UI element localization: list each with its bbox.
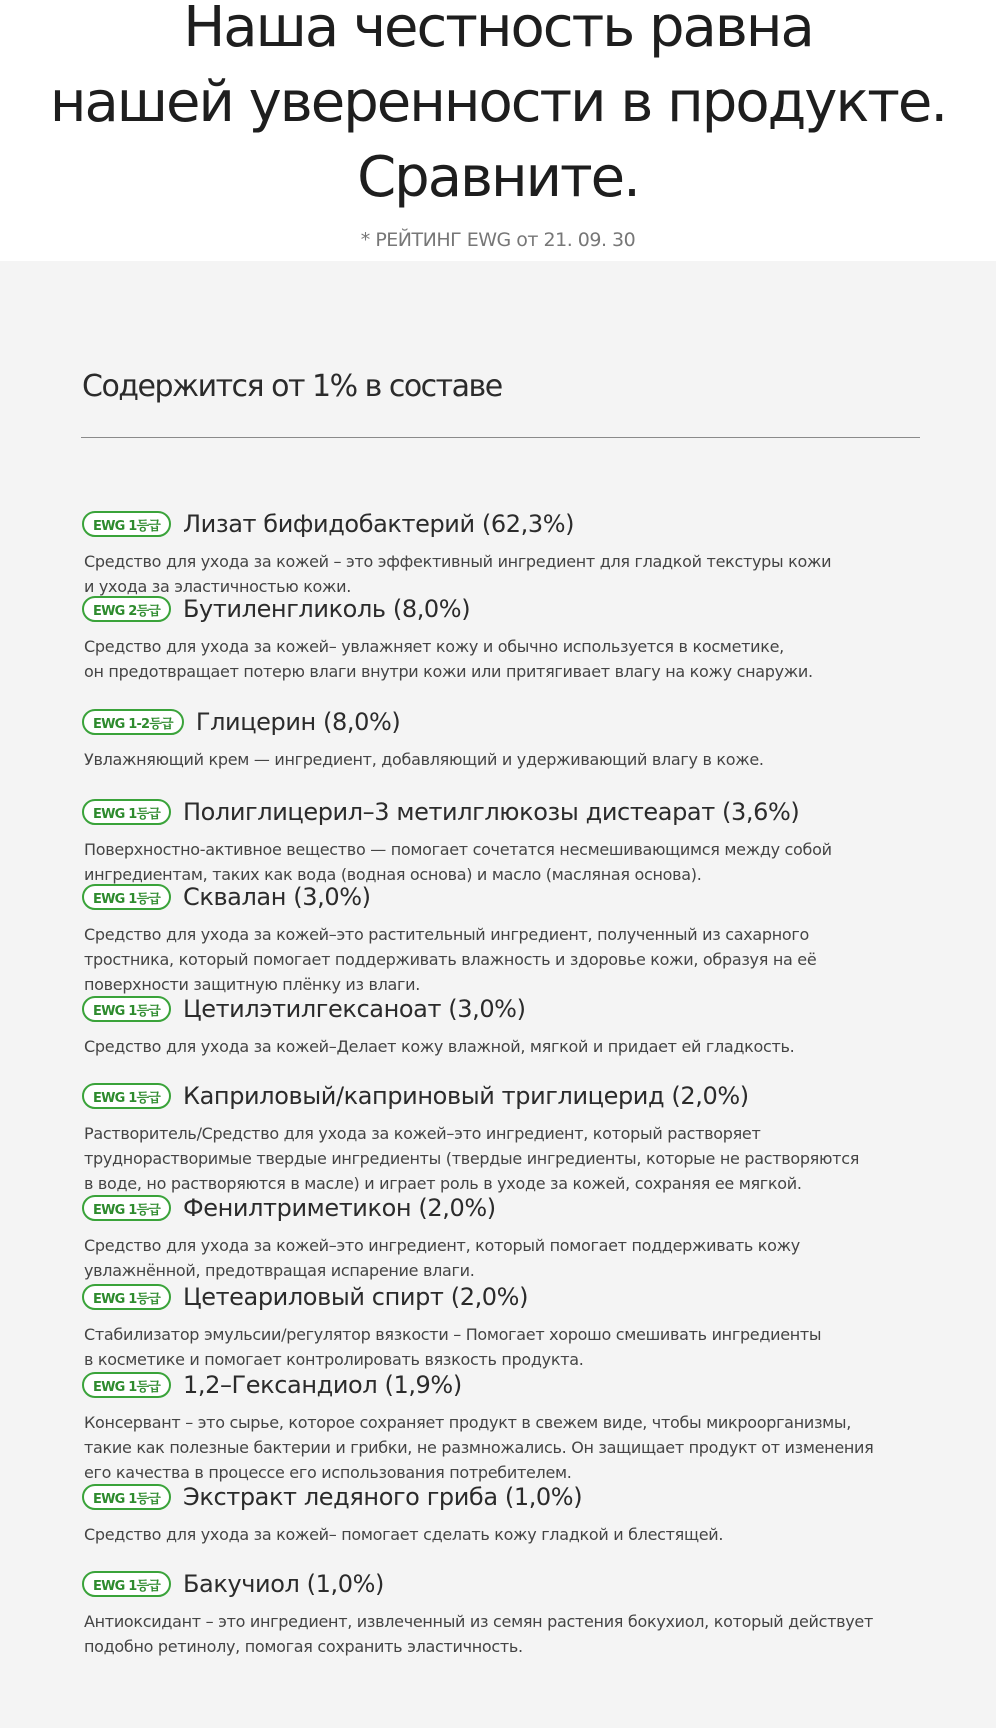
ingredient-description [84, 1322, 922, 1372]
ingredient-header [82, 795, 922, 829]
ingredient-description-line: увлажнённой, предотвращая испарение влаги. [84, 1261, 475, 1280]
ingredient-header [82, 992, 922, 1026]
ingredient-item [82, 1191, 922, 1283]
ingredient-item [82, 1567, 922, 1659]
ingredient-item [82, 592, 922, 684]
ewg-grade-badge: EWG 1등급 [82, 799, 171, 825]
ingredient-header [82, 1280, 922, 1314]
ingredient-header [82, 1480, 922, 1514]
ingredient-name: Бутиленгликоль (8,0%) [182, 595, 471, 623]
ingredient-description-line: его качества в процессе его использования потребителем. [84, 1463, 572, 1482]
section-divider [81, 437, 920, 438]
ingredient-description-line: тростника, который помогает поддерживать влажность и здоровье кожи, образуя на её [84, 950, 817, 969]
ingredient-item [82, 795, 922, 887]
hero-section [0, 0, 996, 261]
ingredient-item [82, 880, 922, 997]
ingredient-header [82, 1191, 922, 1225]
ewg-grade-badge: EWG 1등급 [82, 996, 171, 1022]
ingredient-description-line: ингредиентам, таких как вода (водная основа) и масло (масляная основа). [84, 865, 702, 884]
ingredient-description-line: в косметике и помогает контролировать вязкость продукта. [84, 1350, 584, 1369]
ingredient-name: Полиглицерил–3 метилглюкозы дистеарат (3,6%) [182, 798, 800, 826]
ewg-grade-badge: EWG 1등급 [82, 1484, 171, 1510]
ingredient-description-line: подобно ретинолу, помогая сохранить эластичность. [84, 1637, 523, 1656]
ewg-grade-badge: EWG 1등급 [82, 1284, 171, 1310]
ewg-grade-badge: EWG 1등급 [82, 1195, 171, 1221]
ingredient-description-line: Средство для ухода за кожей– помогает сделать кожу гладкой и блестящей. [84, 1525, 724, 1544]
ingredient-header [82, 880, 922, 914]
ingredient-name: Сквалан (3,0%) [182, 883, 371, 911]
ingredient-header [82, 1368, 922, 1402]
ingredient-description-line: Средство для ухода за кожей–это ингредиент, который помогает поддерживать кожу [84, 1236, 800, 1255]
ingredient-header [82, 592, 922, 626]
ingredient-item [82, 992, 922, 1059]
ewg-grade-badge: EWG 1등급 [82, 884, 171, 910]
hero-title-line: Наша честность равна [183, 0, 813, 60]
ewg-grade-badge: EWG 1등급 [82, 1083, 171, 1109]
ingredient-description [84, 1121, 922, 1196]
hero-title-line: нашей уверенности в продукте. [49, 70, 947, 135]
ingredient-item [82, 1368, 922, 1485]
ingredient-header [82, 705, 922, 739]
ingredient-name: Глицерин (8,0%) [195, 708, 401, 736]
ingredient-description-line: он предотвращает потерю влаги внутри кожи или притягивает влагу на кожу снаружи. [84, 662, 813, 681]
ingredient-description [84, 1233, 922, 1283]
ingredient-description [84, 1609, 922, 1659]
ingredient-header [82, 1567, 922, 1601]
ingredient-description-line: Антиоксидант – это ингредиент, извлеченный из семян растения бокухиол, который действует [84, 1612, 873, 1631]
ingredient-name: Цетилэтилгексаноат (3,0%) [182, 995, 526, 1023]
ingredient-description-line: Консервант – это сырье, которое сохраняет продукт в свежем виде, чтобы микроорганизмы, [84, 1413, 852, 1432]
ewg-grade-badge: EWG 2등급 [82, 596, 171, 622]
ewg-grade-badge: EWG 1-2등급 [82, 709, 184, 735]
ingredient-item [82, 1079, 922, 1196]
ingredient-description-line: поверхности защитную плёнку из влаги. [84, 975, 421, 994]
hero-title [0, 0, 996, 215]
hero-title-line: Сравните. [357, 145, 639, 210]
ingredient-item [82, 1480, 922, 1547]
ingredient-description-line: Средство для ухода за кожей–это растительный ингредиент, полученный из сахарного [84, 925, 809, 944]
ingredient-name: Цетеариловый спирт (2,0%) [182, 1283, 529, 1311]
ingredient-description-line: Средство для ухода за кожей– увлажняет кожу и обычно используется в косметике, [84, 637, 784, 656]
ingredient-name: Лизат бифидобактерий (62,3%) [182, 510, 575, 538]
ingredient-description-line: Средство для ухода за кожей – это эффективный ингредиент для гладкой текстуры кожи [84, 552, 832, 571]
ingredient-name: 1,2–Гександиол (1,9%) [182, 1371, 462, 1399]
ingredient-description-line: Увлажняющий крем — ингредиент, добавляющий и удерживающий влагу в коже. [84, 750, 764, 769]
ingredient-name: Бакучиол (1,0%) [182, 1570, 384, 1598]
ingredient-description-line: и ухода за эластичностью кожи. [84, 577, 352, 596]
ewg-rating-note: * РЕЙТИНГ EWG от 21. 09. 30 [360, 229, 636, 251]
ingredient-name: Фенилтриметикон (2,0%) [182, 1194, 496, 1222]
ingredient-header [82, 1079, 922, 1113]
ingredient-description [84, 634, 922, 684]
ewg-grade-badge: EWG 1등급 [82, 1372, 171, 1398]
ingredient-name: Каприловый/каприновый триглицерид (2,0%) [182, 1082, 749, 1110]
ingredient-description [84, 922, 922, 997]
ewg-grade-badge: EWG 1등급 [82, 1571, 171, 1597]
ingredient-description-line: Поверхностно-активное вещество — помогает сочетатся несмешивающимся между собой [84, 840, 832, 859]
ingredient-description-line: такие как полезные бактерии и грибки, не размножались. Он защищает продукт от изменения [84, 1438, 874, 1457]
ingredient-item [82, 1280, 922, 1372]
ingredient-description-line: в воде, но растворяются в масле) и играет роль в уходе за кожей, сохраняя ее мягкой. [84, 1174, 802, 1193]
section-heading: Содержится от 1% в составе [82, 369, 502, 404]
ingredient-description-line: Стабилизатор эмульсии/регулятор вязкости – Помогает хорошо смешивать ингредиенты [84, 1325, 822, 1344]
ingredient-item [82, 507, 922, 599]
ingredient-description [84, 1034, 922, 1059]
ingredient-description-line: Растворитель/Средство для ухода за кожей–это ингредиент, который растворяет [84, 1124, 761, 1143]
ingredient-description [84, 747, 922, 772]
ingredient-header [82, 507, 922, 541]
ingredient-description [84, 1410, 922, 1485]
ewg-grade-badge: EWG 1등급 [82, 511, 171, 537]
ingredient-name: Экстракт ледяного гриба (1,0%) [182, 1483, 583, 1511]
ingredient-description-line: Средство для ухода за кожей–Делает кожу влажной, мягкой и придает ей гладкость. [84, 1037, 795, 1056]
ingredient-description-line: труднорастворимые твердые ингредиенты (твердые ингредиенты, которые не растворяются [84, 1149, 860, 1168]
ingredient-item [82, 705, 922, 772]
ingredient-description [84, 1522, 922, 1547]
